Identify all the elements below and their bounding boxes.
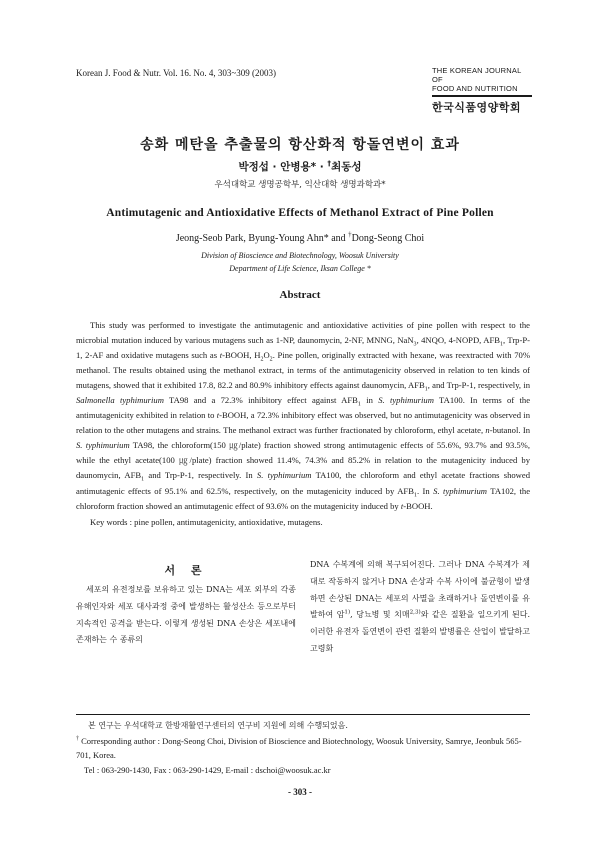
page-number: - 303 -	[288, 787, 312, 797]
english-affiliation-1: Division of Bioscience and Biotechnology, Woosuk University	[201, 251, 399, 260]
introduction-paragraph: 세포의 유전정보를 보유하고 있는 DNA는 세포 외부의 각종 유해인자와 세포 대사과정 중에 발생하는 활성산소 등으로부터 지속적인 공격을 받는다. 이렇게 생성된 DNA 손상은 세포내에 존재하는 수 종류의	[76, 585, 296, 645]
korean-authors	[0, 159, 600, 174]
korean-affiliation: 우석대학교 생명공학부, 익산대학 생명과학과*	[214, 180, 386, 190]
journal-name-english	[432, 66, 532, 93]
korean-corresponding-author: 최동성	[331, 161, 362, 173]
introduction-right-column	[310, 557, 530, 658]
corresponding-author-note: † Corresponding author : Dong-Seong Choi, Division of Bioscience and Biotechnology, Woosuk University, Samrye, Jeonbuk 565-701, Korea.	[76, 735, 522, 760]
funding-note: 본 연구는 우석대학교 한방재활연구센터의 연구비 지원에 의해 수행되었음.	[88, 721, 348, 730]
introduction-left-column	[76, 582, 296, 649]
journal-name-korean: 한국식품영양학회	[432, 101, 522, 114]
keywords: Key words : pine pollen, antimutagenicity, antioxidative, mutagens.	[90, 517, 323, 527]
english-authors	[0, 230, 600, 244]
english-title: Antimutagenic and Antioxidative Effects of Methanol Extract of Pine Pollen	[106, 207, 494, 219]
footnote-divider	[76, 714, 530, 715]
journal-masthead	[432, 66, 532, 115]
abstract-heading: Abstract	[279, 289, 321, 301]
introduction-heading: 서 론	[164, 564, 208, 577]
dagger-mark: †	[76, 735, 79, 742]
journal-name-line1: THE KOREAN JOURNAL OF	[432, 66, 522, 84]
dagger-mark: †	[327, 158, 332, 168]
contact-info: Tel : 063-290-1430, Fax : 063-290-1429, E-mail : dschoi@woosuk.ac.kr	[84, 764, 331, 775]
journal-name-line2: FOOD AND NUTRITION	[432, 84, 518, 93]
journal-divider	[432, 95, 532, 97]
korean-author-names: 박정섭 · 안병용* ·	[238, 161, 328, 173]
abstract-paragraph: This study was performed to investigate the antimutagenic and antioxidative activities of pine pollen with respect to the microbial mutation induced by various mutagens such as 1-NP, daunomycin, 2-NF, MNNG, NaN$_3$, 4NQO, 4-NOPD, $AFB_1$, Trp-P-1, 2-AF and oxidative mutagens such as t-BOOH, $H_2O_2$. Pine pollen, originally extracted with hexane, was reextracted with 70% methanol. The results obtained using the methanol extract, in terms of the antimutagenicity observed in relation to ten kinds of mutagens, showed that it exhibited 17.8, 82.2 and 80.9% inhibitory effects against daunomycin, $AFB_1$, and Trp-P-1, respectively, in Salmonella typhimurium TA98 and a 72.3% inhibitory effect against $AFB_1$ in S. typhimurium TA100. In terms of the antimutagenicity exhibited in relation to t-BOOH, a 72.3% inhibitory effect was observed, but no antimutagenicity was observed in relation to the other mutagens and strains. The methanol extract was further fractionated by chloroform, ethyl acetate, n-butanol. In S. typhimurium TA98, the chloroform(150 ㎍/plate) fraction showed strong antimutagenic effects of 55.6%, 93.7% and 93.5%, while the ethyl acetate(100 ㎍/plate) fraction showed 11.4%, 74.3% and 85.2% in relation to the mutagenicity induced by daunomycin, $AFB_1$ and Trp-P-1, respectively. In S. typhimurium TA100, the chloroform and ethyl acetate fractions showed antimutagenic effects of 95.1% and 62.5%, respectively, on the mutagenicity induced by $AFB_1$. In S. typhimurium TA102, the chloroform fraction showed an antimutagenic effect of 93.6% on the mutagenicity induced by t-BOOH.	[76, 320, 531, 511]
dagger-mark: †	[348, 230, 352, 239]
journal-citation: Korean J. Food & Nutr. Vol. 16. No. 4, 303~309 (2003)	[76, 68, 277, 78]
korean-title: 송화 메탄올 추출물의 항산화적 항돌연변이 효과	[140, 137, 460, 153]
abstract-body	[76, 318, 530, 514]
english-affiliation-2: Department of Life Science, Iksan College *	[229, 264, 371, 273]
english-corresponding-author: Dong-Seong Choi	[351, 233, 425, 244]
footnotes	[76, 719, 536, 777]
english-author-names: Jeong-Seob Park, Byung-Young Ahn* and	[175, 233, 349, 244]
introduction-paragraph-continued: DNA 수복계에 의해 복구되어진다. 그러나 DNA 수복계가 제대로 작동하지 않거나 DNA 손상과 수복 사이에 불균형이 발생하면 손상된 DNA는 세포의 사멸을 초래하거나 돌연변이를 유발하여 암$^{1)}$, 당뇨병 및 치매$^{2,3)}$와 같은 질환을 일으키게 된다. 이러한 유전자 돌연변이 관련 질환의 발병률은 산업이 발달하고 고령화	[310, 560, 530, 653]
